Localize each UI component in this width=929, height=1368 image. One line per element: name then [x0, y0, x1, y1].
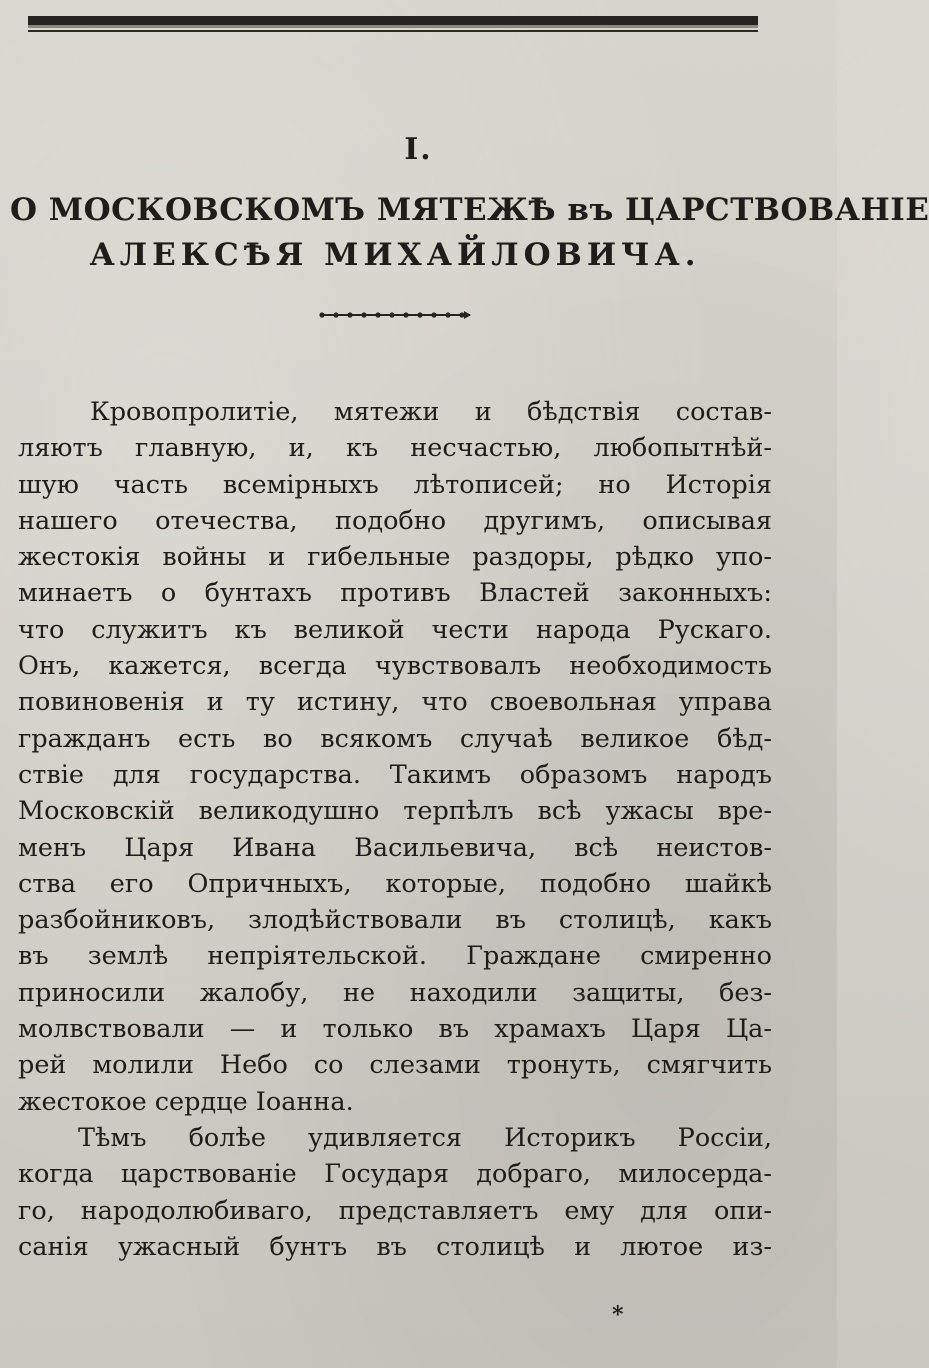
paragraph-1-line-7: что служитъ къ великой чести народа Рускаго.	[18, 614, 772, 645]
signature-mark: *	[612, 1302, 624, 1328]
paragraph-1-line-17: приносили жалобу, не находили защиты, без-	[18, 977, 772, 1008]
paragraph-1-line-3: шую часть всемірныхъ лѣтописей; но Исторія	[18, 469, 772, 500]
paragraph-2-line-2: когда царствованіе Государя добраго, милосерда-	[18, 1159, 772, 1190]
body-text	[18, 394, 772, 1265]
paragraph-1-line-2: ляютъ главную, и, къ несчастью, любопытнѣй-	[18, 433, 772, 464]
paragraph-1-line-13: менъ Царя Ивана Васильевича, всѣ неистов-	[18, 832, 772, 863]
paragraph-1-line-1: Кровопролитіе, мятежи и бѣдствія состав-	[90, 397, 772, 427]
paragraph-1-line-16: въ землѣ непріятельской. Граждане смиренно	[18, 941, 772, 972]
paragraph-1-line-15: разбойниковъ, злодѣйствовали въ столицѣ, какъ	[18, 905, 772, 936]
paragraph-1-line-4: нашего отечества, подобно другимъ, описывая	[18, 505, 772, 536]
paragraph-1-line-14: ства его Опричныхъ, которые, подобно шайкѣ	[18, 868, 772, 899]
paragraph-2-line-4: санія ужасный бунтъ въ столицѣ и лютое из-	[18, 1231, 772, 1262]
paragraph-1-line-20: жестокое сердце Іоанна.	[18, 1086, 354, 1117]
section-number: I.	[404, 132, 433, 167]
paragraph-2-line-1: Тѣмъ болѣе удивляется Историкъ Россіи,	[78, 1122, 772, 1153]
paragraph-1-line-6: минаетъ о бунтахъ противъ Властей законныхъ:	[18, 578, 772, 609]
paragraph-1-line-18: молвствовали — и только въ храмахъ Царя Ца-	[18, 1014, 772, 1045]
paragraph-1-line-10: гражданъ есть во всякомъ случаѣ великое бѣд-	[18, 723, 772, 754]
top-rule	[28, 16, 758, 28]
paragraph-1-line-8: Онъ, кажется, всегда чувствовалъ необходимость	[18, 651, 772, 682]
paragraph-1-line-5: жестокія войны и гибельные раздоры, рѣдко упо-	[18, 542, 772, 573]
paragraph-2-line-3: го, народолюбиваго, представляетъ ему для опи-	[18, 1195, 772, 1226]
ornament-divider	[318, 308, 472, 322]
paragraph-1-line-11: ствіе для государства. Такимъ образомъ народъ	[18, 759, 772, 790]
paragraph-1-line-9: повиновенія и ту истину, что своевольная управа	[18, 687, 772, 718]
title-line-1: О МОСКОВСКОМЪ МЯТЕЖѢ въ ЦАРСТВОВАНІЕ	[10, 192, 929, 228]
title-line-2: АЛЕКСѢЯ МИХАЙЛОВИЧА.	[89, 237, 701, 273]
paragraph-1-line-19: рей молили Небо со слезами тронуть, смягчить	[18, 1050, 772, 1081]
paragraph-1-line-12: Московскій великодушно терпѣлъ всѣ ужасы вре-	[18, 796, 772, 827]
